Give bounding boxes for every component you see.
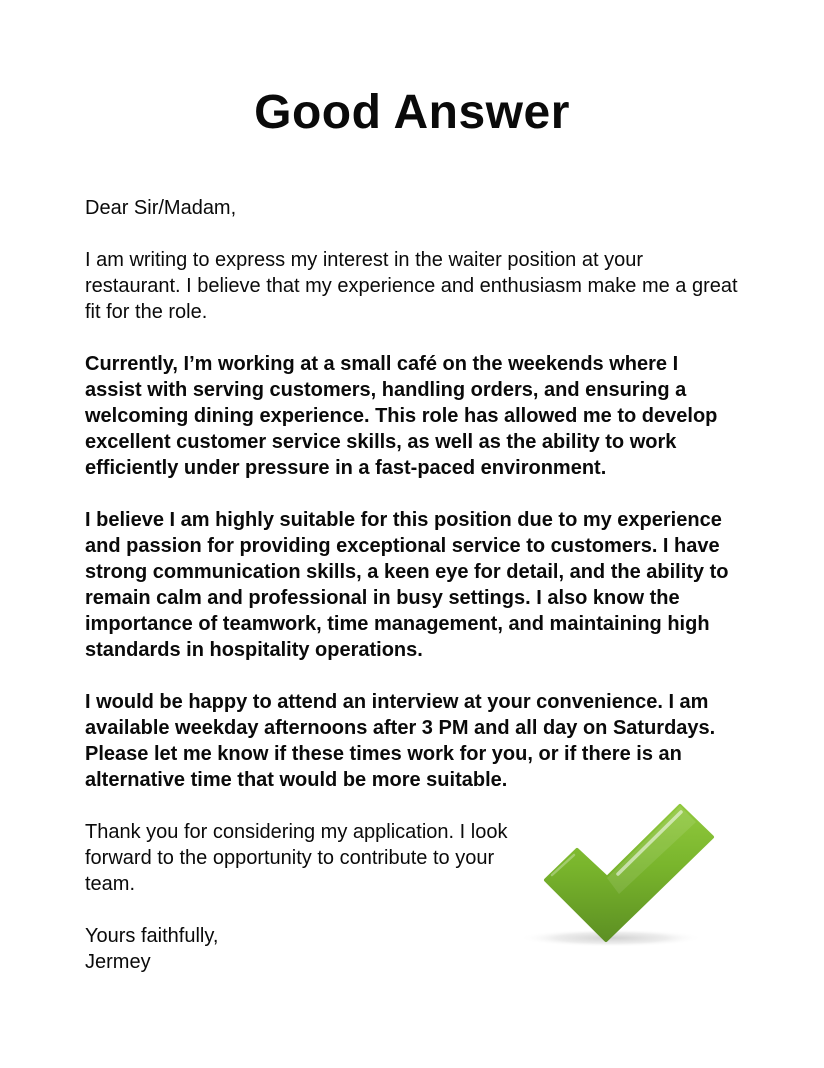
letter-paragraph: I would be happy to attend an interview at your convenience. I am available weekday afternoons after 3 PM and all day on Saturdays. Please let me know if these times work for you, or if there is an alternative time that would be more suitable. xyxy=(85,691,716,791)
letter-paragraph: I believe I am highly suitable for this position due to my experience and passion for providing exceptional service to customers. I have strong communication skills, a keen eye for detail, and the ability to remain calm and professional in busy settings. I also know the importance of teamwork, time management, and maintaining high standards in hospitality operations. xyxy=(85,509,729,661)
letter-paragraph: Currently, I’m working at a small café on the weekends where I assist with serving customers, handling orders, and ensuring a welcoming dining experience. This role has allowed me to develop excellent customer service skills, as well as the ability to work efficiently under pressure in a fast-paced environment. xyxy=(85,353,718,479)
letter-paragraph: I am writing to express my interest in the waiter position at your restaurant. I believe that my experience and enthusiasm make me a great fit for the role. xyxy=(85,249,738,323)
page-title: Good Answer xyxy=(254,86,570,139)
salutation: Dear Sir/Madam, xyxy=(85,197,237,219)
green-checkmark-icon xyxy=(515,798,725,953)
closing-phrase: Yours faithfully, xyxy=(85,925,219,947)
letter-paragraph: Thank you for considering my application. I look forward to the opportunity to contribute to your team. xyxy=(85,821,508,895)
signature-name: Jermey xyxy=(85,951,151,973)
